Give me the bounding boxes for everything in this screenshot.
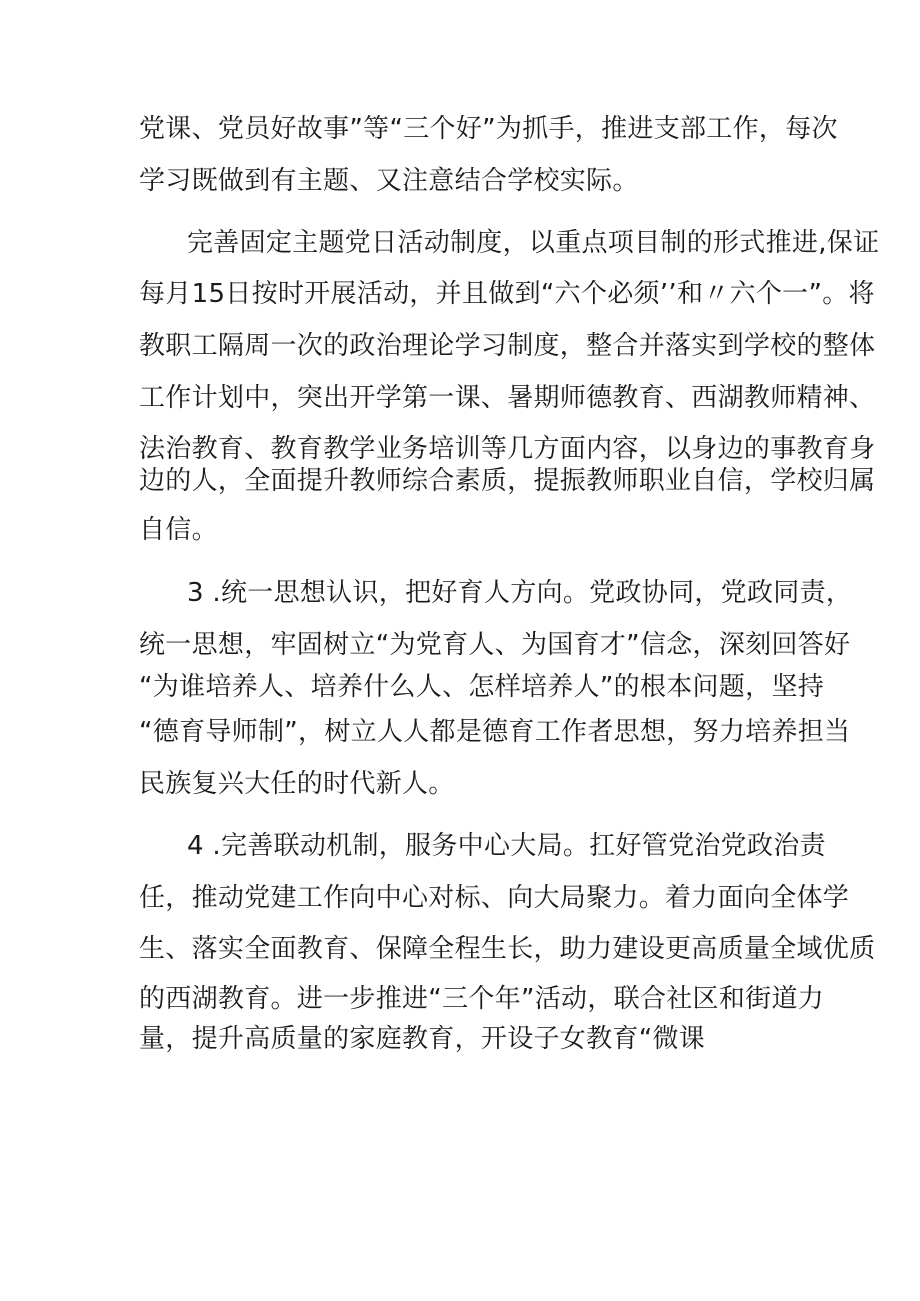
text-line: 边的人，全面提升教师综合素质，提振教师职业自信，学校归属 <box>139 466 876 496</box>
text-line: 量，提升高质量的家庭教育，开设子女教育“微课 <box>139 1024 706 1054</box>
text-line: 每月15日按时开展活动，并且做到“六个必须’’和〃六个一”。将 <box>139 279 875 309</box>
text-line: 教职工隔周一次的政治理论学习制度，整合并落实到学校的整体 <box>139 331 876 361</box>
text-line: 完善固定主题党日活动制度，以重点项目制的形式推进,保证 <box>187 228 880 258</box>
text-line: 统一思想，牢固树立“为党育人、为国育才”信念，深刻回答好 <box>139 630 851 660</box>
text-line: 任，推动党建工作向中心对标、向大局聚力。着力面向全体学 <box>139 883 850 913</box>
text-line: 学习既做到有主题、又注意结合学校实际。 <box>139 166 639 196</box>
text-line: 3 .统一思想认识，把好育人方向。党政协同，党政同责， <box>187 578 853 608</box>
text-line: “德育导师制”，树立人人都是德育工作者思想，努力培养担当 <box>139 717 851 747</box>
text-line: 4 .完善联动机制，服务中心大局。扛好管党治党政治责 <box>187 831 826 861</box>
text-line: 党课、党员好故事”等“三个好”为抓手，推进支部工作，每次 <box>139 114 838 144</box>
text-line: 法治教育、教育教学业务培训等几方面内容，以身边的事教育身 <box>139 434 876 464</box>
text-line: “为谁培养人、培养什么人、怎样培养人”的根本问题，坚持 <box>139 672 825 702</box>
text-line: 工作计划中，突出开学第一课、暑期师德教育、西湖教师精神、 <box>139 383 876 413</box>
text-line: 自信。 <box>139 515 218 545</box>
text-line: 生、落实全面教育、保障全程生长，助力建设更高质量全域优质 <box>139 934 876 964</box>
text-line: 民族复兴大任的时代新人。 <box>139 769 455 799</box>
text-line: 的西湖教育。进一步推进“三个年”活动，联合社区和街道力 <box>139 984 825 1014</box>
